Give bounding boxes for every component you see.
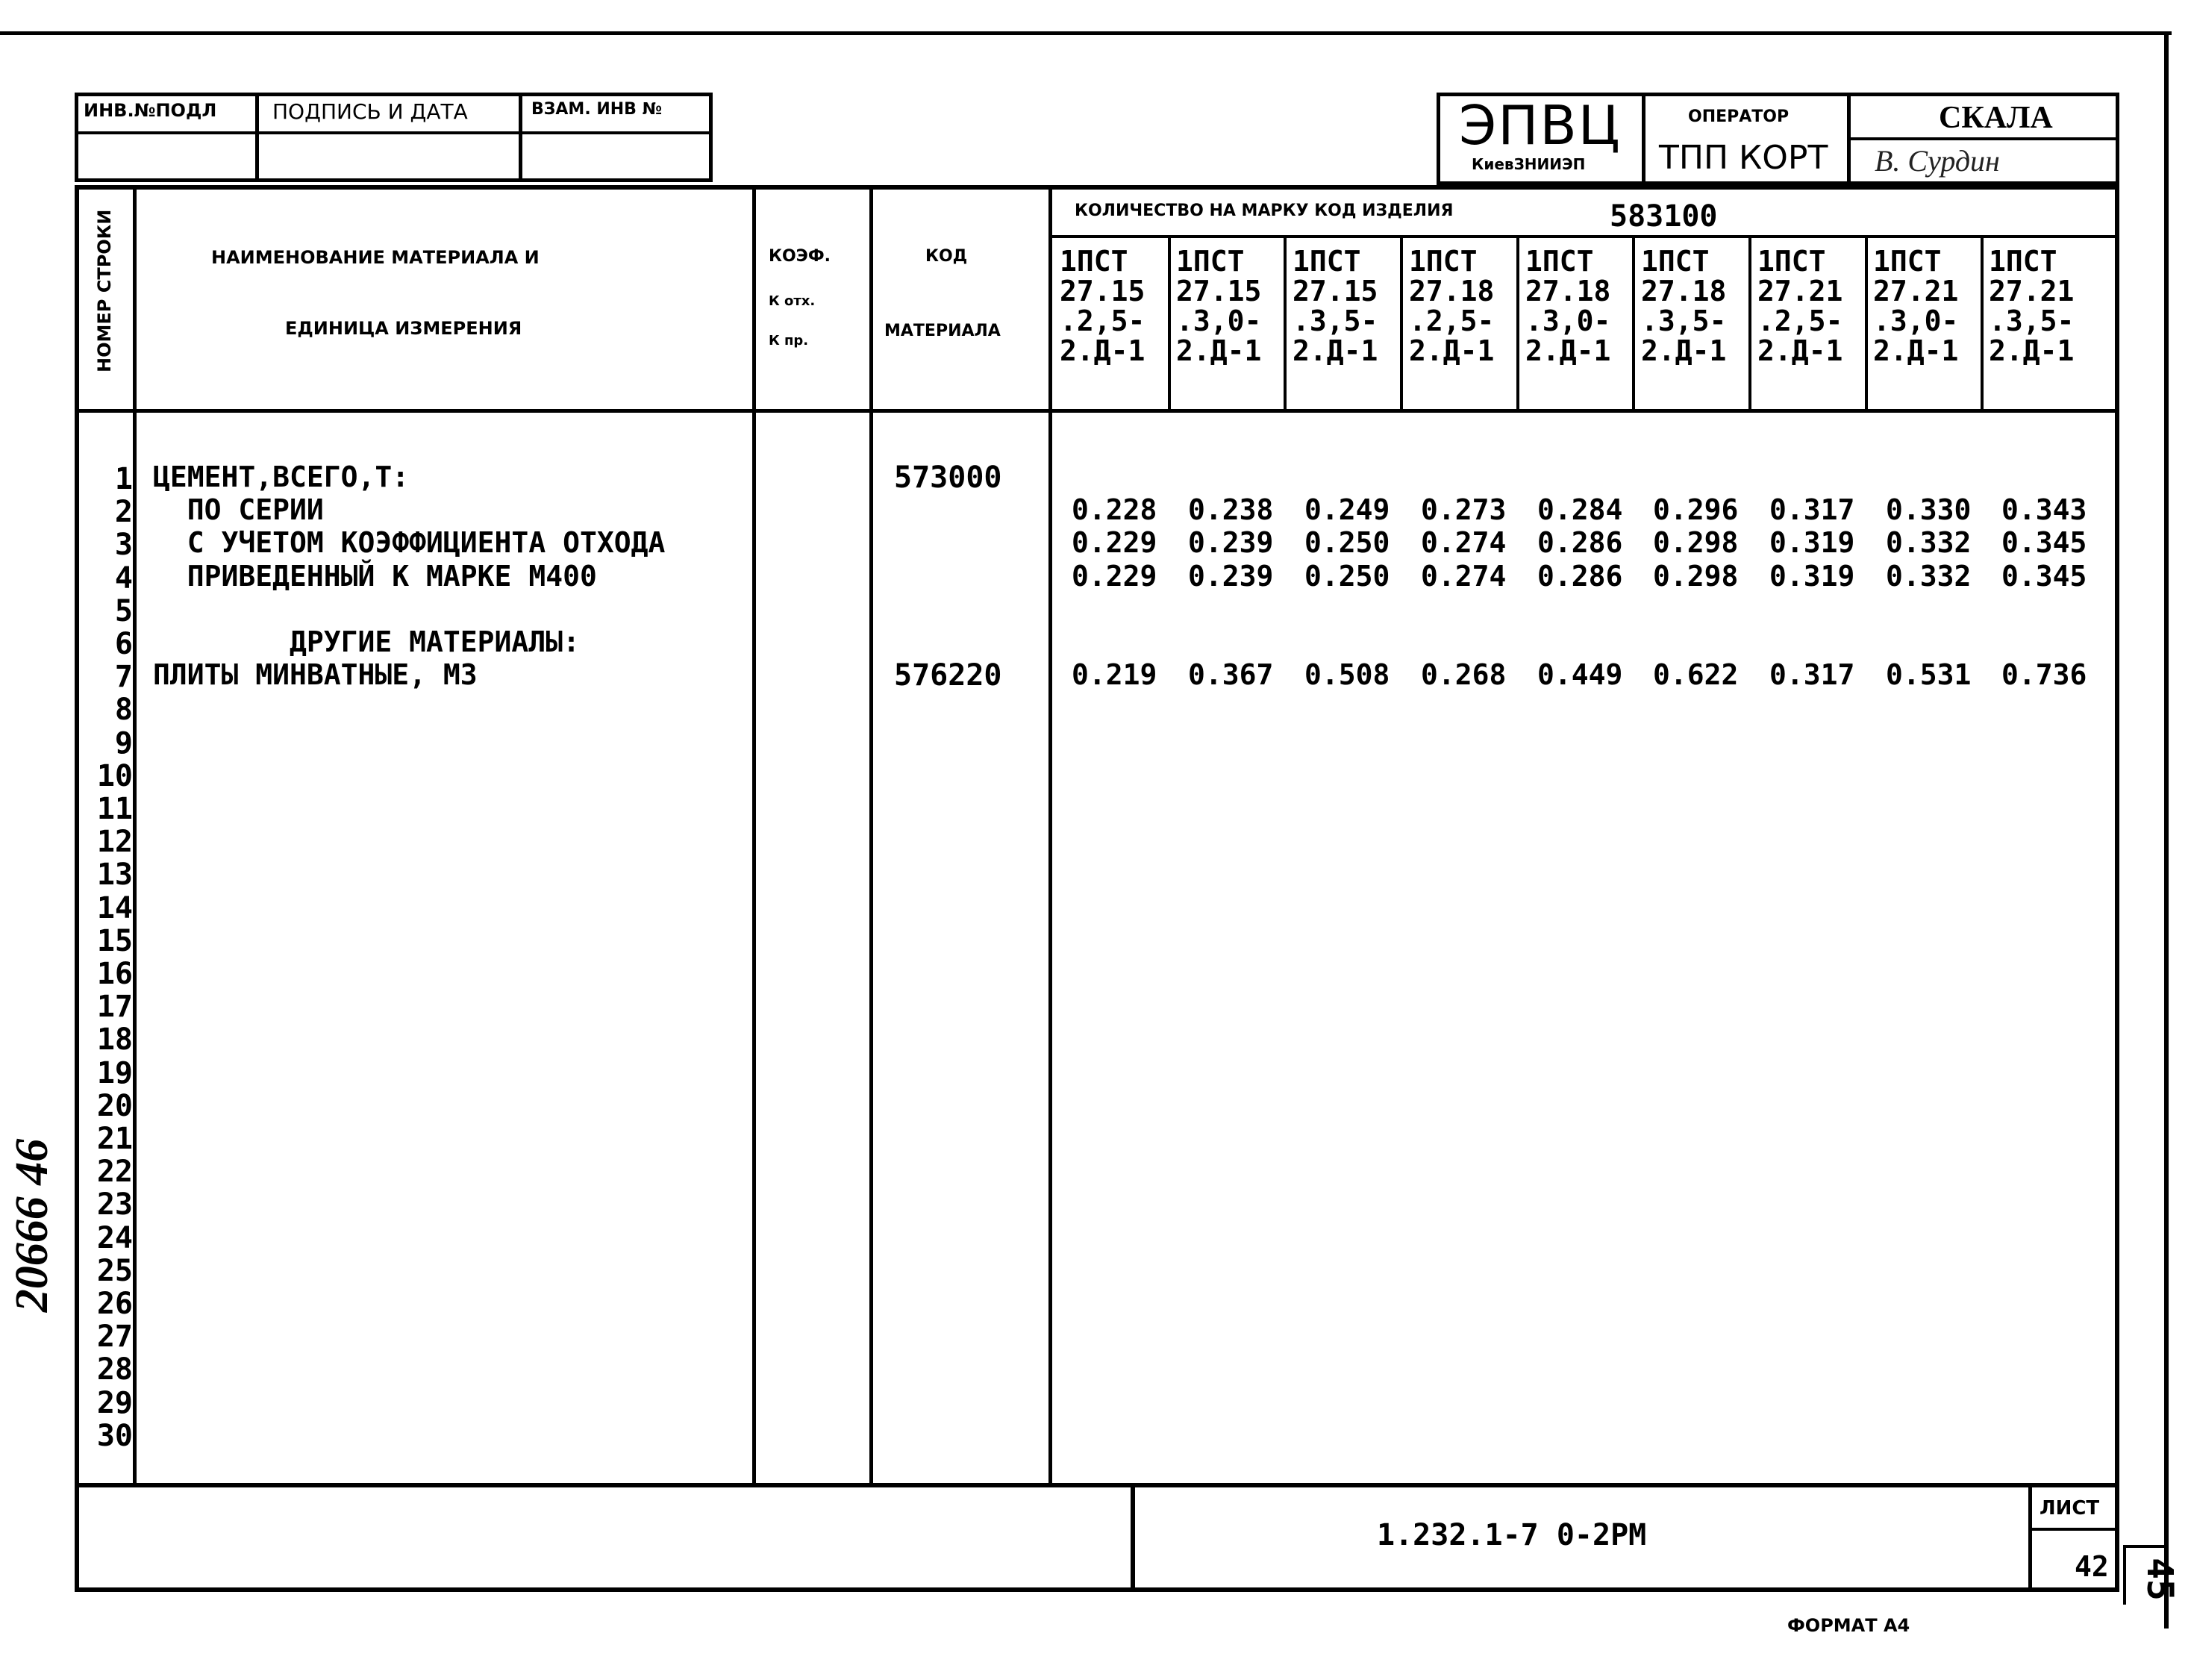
quantity-value: 0.219 [1072,658,1157,692]
col-label-line: 27.15 [1060,275,1145,307]
operator-label: ОПЕРАТОР [1688,107,1790,126]
col-label-line: 1ПСТ [1293,245,1361,278]
row-number: 27 [96,1320,133,1355]
row-number: 18 [96,1022,133,1058]
col-label-line: 2.Д-1 [1060,334,1145,367]
quantity-value: 0.296 [1653,493,1739,527]
col-label-line: 27.18 [1409,275,1495,307]
quantity-value: 0.238 [1188,493,1274,527]
document-code: 1.232.1-7 0-2РМ [1377,1518,1647,1552]
quantity-value: 0.286 [1537,526,1623,560]
col-label-line: 1ПСТ [1176,245,1245,278]
org-name-big: ЭПВЦ [1459,94,1622,157]
quantity-value: 0.273 [1421,493,1507,527]
code-header-line1: КОД [925,247,968,266]
quantity-value: 0.345 [2001,526,2087,560]
col-label-line: 2.Д-1 [1989,334,2075,367]
col-label-line: 2.Д-1 [1293,334,1378,367]
coef-header-line2: К отх. [769,293,816,309]
page-mark: 45 [2139,1558,2181,1601]
col-label-line: 2.Д-1 [1641,334,1727,367]
col-label-line: 2.Д-1 [1757,334,1843,367]
row-number: 11 [96,792,133,827]
row-number: 7 [114,660,133,695]
product-code: 583100 [1610,199,1718,234]
quantity-value: 0.319 [1769,559,1855,593]
material-code: 573000 [894,460,1002,495]
col-label-line: 1ПСТ [1525,245,1594,278]
quantity-value: 0.449 [1537,658,1623,692]
row-number: 20 [96,1088,133,1123]
quantity-value: 0.250 [1304,526,1390,560]
quantity-value: 0.249 [1304,493,1390,527]
col-label-line: 1ПСТ [1873,245,1942,278]
quantity-value: 0.229 [1072,559,1157,593]
quantity-value: 0.268 [1421,658,1507,692]
code-header-line2: МАТЕРИАЛА [884,322,1001,340]
quantity-value: 0.229 [1072,526,1157,560]
name-header-line2: ЕДИНИЦА ИЗМЕРЕНИЯ [285,318,522,339]
row-number: 19 [96,1055,133,1090]
row-number: 3 [114,528,133,563]
col-label-line: 27.15 [1176,275,1262,307]
col-label-line: 27.21 [1989,275,2075,307]
col-label-line: 2.Д-1 [1873,334,1959,367]
stamp-inv-podl: ИНВ.№ПОДЛ [84,100,217,121]
quantity-value: 0.298 [1653,559,1739,593]
stamp-vzam-inv: ВЗАМ. ИНВ № [531,100,663,119]
quantity-value: 0.736 [2001,658,2087,692]
footer-block [75,1487,2119,1592]
quantity-value: 0.319 [1769,526,1855,560]
col-label-line: 27.18 [1641,275,1727,307]
col-label-line: 2.Д-1 [1409,334,1495,367]
quantity-value: 0.508 [1304,658,1390,692]
sheet-label: ЛИСТ [2040,1497,2100,1520]
row-number: 30 [96,1418,133,1453]
col-label-line: 1ПСТ [1757,245,1826,278]
operator-value: ТПП КОРТ [1659,139,1828,177]
row-number: 6 [114,627,133,662]
row-number: 14 [96,890,133,925]
quantity-value: 0.298 [1653,526,1739,560]
row-number: 21 [96,1122,133,1157]
quantity-value: 0.332 [1886,526,1972,560]
quantity-value: 0.367 [1188,658,1274,692]
name-header-line1: НАИМЕНОВАНИЕ МАТЕРИАЛА И [211,247,540,268]
col-label-line: .3,0- [1873,305,1959,337]
col-label-line: .3,5- [1641,305,1727,337]
quantity-value: 0.330 [1886,493,1972,527]
row-number: 22 [96,1155,133,1190]
row-number: 15 [96,923,133,958]
quantity-value: 0.343 [2001,493,2087,527]
material-name: С УЧЕТОМ КОЭФФИЦИЕНТА ОТХОДА [153,526,666,560]
col-label-line: .3,0- [1176,305,1262,337]
material-name: ДРУГИЕ МАТЕРИАЛЫ: [153,625,580,658]
quantity-value: 0.286 [1537,559,1623,593]
row-number-header: НОМЕР СТРОКИ [94,209,115,372]
coef-header-line1: КОЭФ. [769,247,831,266]
row-number: 9 [114,725,133,761]
row-number: 24 [96,1220,133,1255]
quantity-value: 0.332 [1886,559,1972,593]
col-label-line: 1ПСТ [1989,245,2057,278]
material-name: ПО СЕРИИ [153,493,324,527]
quantity-value: 0.228 [1072,493,1157,527]
quantity-value: 0.317 [1769,493,1855,527]
sheet-number: 42 [2075,1550,2109,1583]
col-label-line: .3,5- [1293,305,1378,337]
quantity-value: 0.622 [1653,658,1739,692]
org-name-small: КиевЗНИИЭП [1472,155,1586,173]
row-number: 28 [96,1352,133,1387]
row-number: 25 [96,1253,133,1288]
quantity-value: 0.345 [2001,559,2087,593]
col-label-line: .2,5- [1757,305,1843,337]
col-label-line: 27.21 [1757,275,1843,307]
row-number: 26 [96,1287,133,1322]
col-label-line: 27.15 [1293,275,1378,307]
quantity-value: 0.284 [1537,493,1623,527]
row-number: 29 [96,1385,133,1420]
row-number: 10 [96,758,133,793]
col-label-line: 1ПСТ [1060,245,1128,278]
row-number: 17 [96,990,133,1025]
col-label-line: 1ПСТ [1641,245,1710,278]
quantity-value: 0.250 [1304,559,1390,593]
quantity-value: 0.531 [1886,658,1972,692]
col-label-line: 1ПСТ [1409,245,1478,278]
row-number: 16 [96,957,133,992]
material-name: ПРИВЕДЕННЫЙ К МАРКЕ М400 [153,559,597,593]
col-label-line: .3,5- [1989,305,2075,337]
coef-header-line3: К пр. [769,333,809,349]
row-number: 8 [114,693,133,728]
quantity-value: 0.274 [1421,526,1507,560]
row-number: 13 [96,858,133,893]
material-name: ЦЕМЕНТ,ВСЕГО,Т: [153,460,410,493]
row-number: 5 [114,593,133,628]
quantity-header: КОЛИЧЕСТВО НА МАРКУ КОД ИЗДЕЛИЯ [1075,202,1454,220]
col-label-line: 2.Д-1 [1176,334,1262,367]
quantity-value: 0.239 [1188,559,1274,593]
format-label: ФОРМАТ А4 [1787,1615,1910,1636]
col-label-line: .2,5- [1409,305,1495,337]
material-name: ПЛИТЫ МИНВАТНЫЕ, М3 [153,658,478,692]
quantity-value: 0.239 [1188,526,1274,560]
quantity-value: 0.274 [1421,559,1507,593]
side-inventory-number: 20666 46 [7,1138,57,1313]
col-label-line: .3,0- [1525,305,1611,337]
stamp-podpis-data: ПОДПИСЬ И ДАТА [272,99,468,124]
col-label-line: 27.21 [1873,275,1959,307]
row-number: 2 [114,495,133,530]
col-label-line: 2.Д-1 [1525,334,1611,367]
quantity-value: 0.317 [1769,658,1855,692]
system-name: СКАЛА [1939,101,2053,135]
col-label-line: 27.18 [1525,275,1611,307]
operator-signature: В. Сурдин [1875,144,2000,178]
material-code: 576220 [894,658,1002,693]
row-number: 23 [96,1187,133,1222]
row-number: 4 [114,560,133,596]
row-number: 1 [114,462,133,496]
col-label-line: .2,5- [1060,305,1145,337]
row-number: 12 [96,825,133,860]
